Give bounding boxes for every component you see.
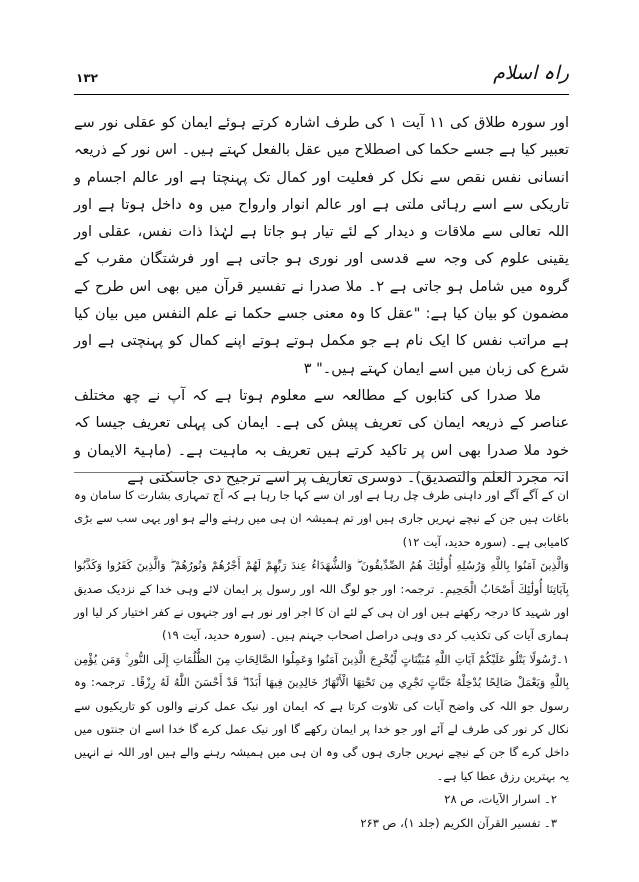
footnote-verse-block <box>74 554 569 648</box>
main-body <box>74 110 569 492</box>
verse-translation: ۔ ترجمہ: وہ رسول جو اللہ کی واضح آیات کی تلاوت کرتا ہے کہ ایمان اور نیک عمل کرنے والوں کو تاریکیوں سے نکال کر نور کی طرف لے آئے اور جو خدا پر ایمان رکھے گا اور نیک عمل کرے گا خدا اسے ان جنتوں میں داخل کرے گا جن کے نیچے نہریں جاری ہوں گی وہ ان ہی میں ہمیشہ رہنے والے ہیں اور اللہ نے انہیں یہ بہترین رزق عطا کیا ہے۔ <box>74 675 569 783</box>
arabic-verse: وَالَّذِينَ آمَنُوا بِاللَّهِ وَرُسُلِهِ أُولَٰئِكَ هُمُ الصِّدِّيقُونَ ۖ وَالشُّهَدَاءُ عِندَ رَبِّهِمْ لَهُمْ أَجْرُهُمْ وَنُورُهُمْ ۖ وَالَّذِينَ كَفَرُوا وَكَذَّبُوا بِآيَاتِنَا أُولَٰئِكَ أَصْحَابُ الْجَحِيمِ <box>74 559 569 596</box>
footnotes-section <box>74 484 569 835</box>
body-paragraph: ملا صدرا کی کتابوں کے مطالعہ سے معلوم ہوتا ہے کہ آپ نے چھ مختلف عناصر کے ذریعہ ایمان کی تعریف پیش کی ہے۔ ایمان کی پہلی تعریف جیسا کہ خود ملا صدرا بھی اس پر تاکید کرتے ہیں تعریف بہ ماہیت ہے۔ (ماہیۃ الایمان و انہ مجرد العلم والتصدیق)۔ دوسری تعاریف پر اسے ترجیح دی جاسکتی ہے <box>74 387 569 486</box>
footnote-2: ۲۔ اسرار الآیات، ص ۲۸ <box>444 792 557 807</box>
arabic-verse: رَّسُولًا يَتْلُو عَلَيْكُمْ آيَاتِ اللَّهِ مُبَيِّنَاتٍ لِّيُخْرِجَ الَّذِينَ آمَنُوا وَعَمِلُوا الصَّالِحَاتِ مِنَ الظُّلُمَاتِ إِلَى النُّورِ ۚ وَمَن يُؤْمِن بِاللَّهِ وَيَعْمَلْ صَالِحًا يُدْخِلْهُ جَنَّاتٍ تَجْرِي مِن تَحْتِهَا الْأَنْهَارُ خَالِدِينَ فِيهَا أَبَدًا ۖ قَدْ أَحْسَنَ اللَّهُ لَهُ رِزْقًا <box>74 652 569 690</box>
book-title: راہ اسلام <box>493 62 569 84</box>
footnote-number: ۱۔ <box>556 651 569 666</box>
footnote-continuation: ان کے آگے آگے اور داہنی طرف چل رہا ہے اور ان سے کہا جا رہا ہے کہ آج تمہاری بشارت کا سامان وہ باغات ہیں جن کے نیچے نہریں جاری ہیں اور تم ہمیشہ ان ہی میں رہنے والے ہو اور یہی سب سے بڑی کامیابی ہے۔ (سورہ حدید، آیت ۱۲) <box>74 488 569 549</box>
header-divider <box>74 94 569 95</box>
footnote-3: ۳۔ تفسیر القرآن الکریم (جلد ۱)، ص ۲۶۳ <box>360 815 557 830</box>
footnote-1 <box>74 648 569 788</box>
page-number: ۱۳۲ <box>76 71 98 85</box>
footnote-divider <box>74 472 565 473</box>
page-header <box>74 62 569 94</box>
verse-translation: ۔ ترجمہ: اور جو لوگ اللہ اور رسول پر ایمان لائے وہی خدا کے نزدیک صدیق اور شہید کا درجہ رکھتے ہیں اور ان ہی کے لئے ان کا اجر اور نور ہے اور جنہوں نے کفر اختیار کر لیا اور ہماری آیات کی تکذیب کر دی وہی دراصل اصحاب جہنم ہیں۔ (سورہ حدید، آیت ۱۹) <box>74 581 569 643</box>
body-paragraph: اور سورہ طلاق کی ۱۱ آیت ۱ کی طرف اشارہ کرتے ہوئے ایمان کو عقلی نور سے تعبیر کیا ہے جسے حکما کی اصطلاح میں عقل بالفعل کہتے ہیں۔ اس نور کے ذریعہ انسانی نفس نقص سے نکل کر فعلیت اور کمال تک پہنچتا ہے اور عالم اجسام و تاریکی سے اسے رہائی ملتی ہے اور عالم انوار وارواح میں وہ داخل ہوتا ہے اور اللہ تعالی سے ملاقات و دیدار کے لئے تیار ہو جاتا ہے لہٰذا ذات نفس، عقلی اور یقینی علوم کی وجہ سے قدسی اور نوری ہو جاتی ہے اور فرشتگان مقرب کے گروہ میں شامل ہو جاتی ہے ۲۔ ملا صدرا نے تفسیر قرآن میں بھی اس طرح کے مضمون کو بیان کیا ہے: "عقل کا وہ معنی جسے حکما نے علم النفس میں بیان کیا ہے مراتب نفس کا ایک نام ہے جو مکمل ہوتے ہوتے اپنے کمال کو پہنچتی ہے اور شرع کی زبان میں اسے ایمان کہتے ہیں۔" ۳ <box>74 115 569 377</box>
